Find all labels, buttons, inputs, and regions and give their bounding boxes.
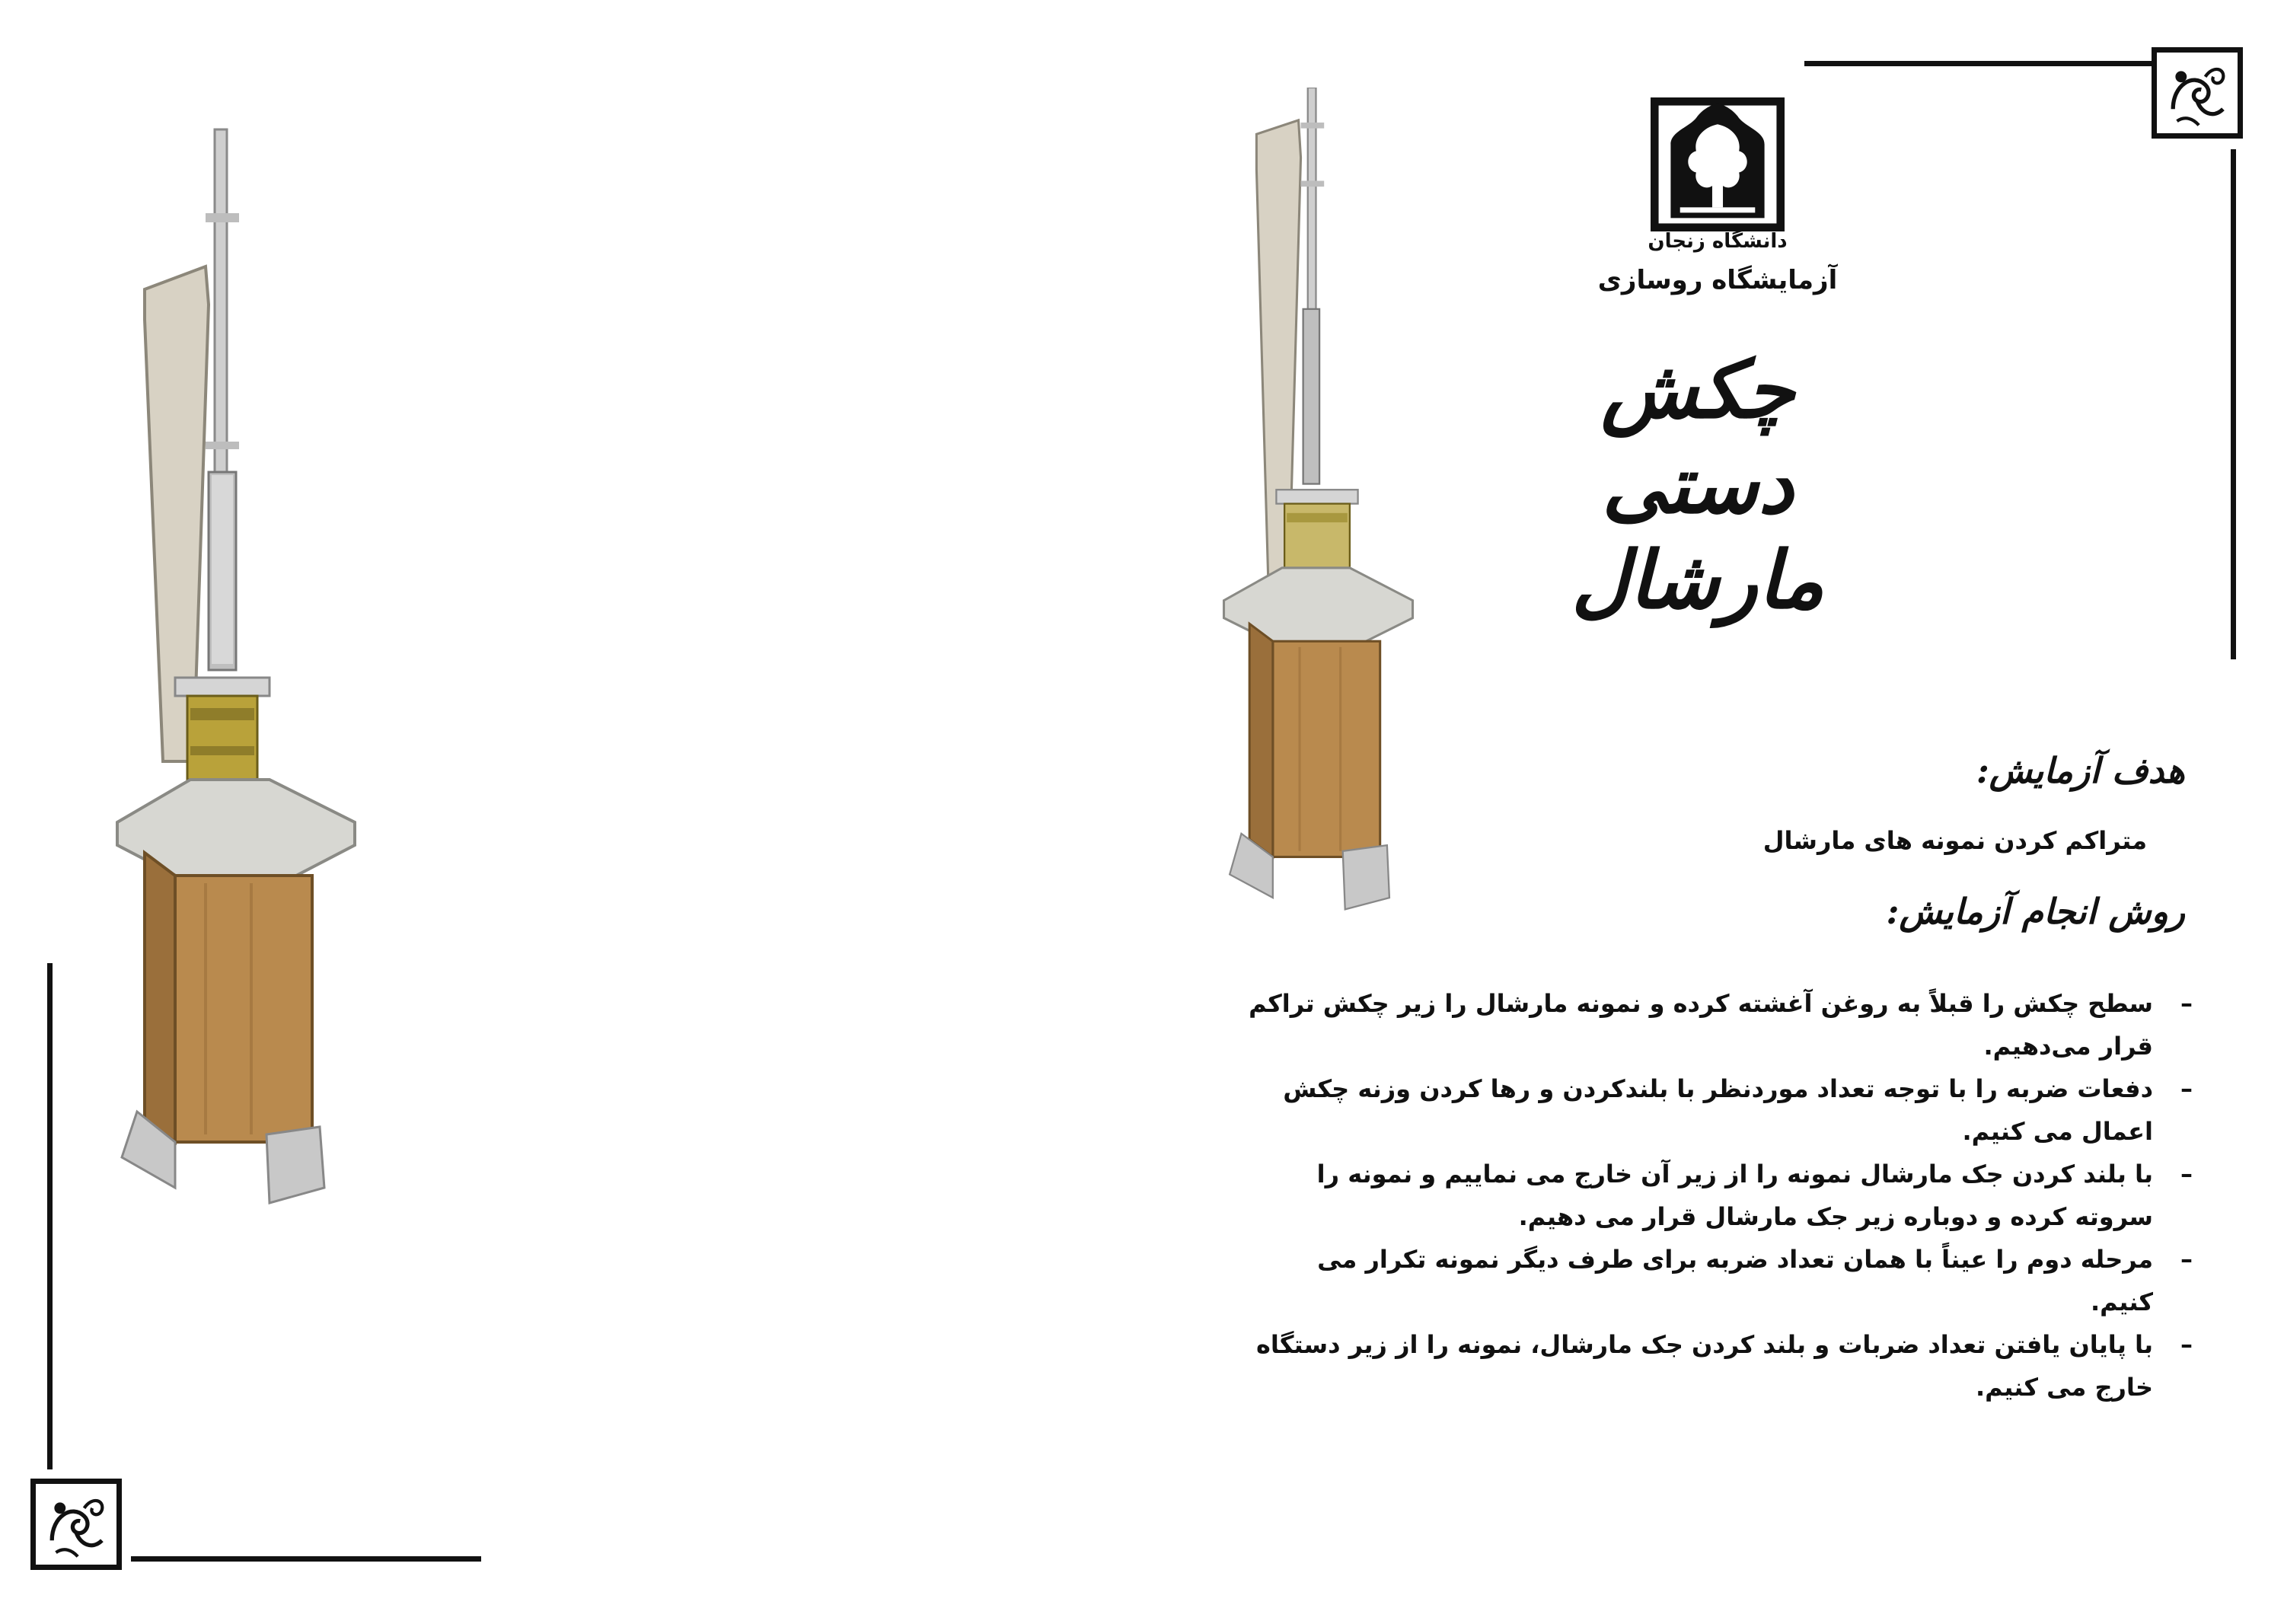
frame-top-line (1804, 61, 2162, 66)
goal-text: متراکم کردن نمونه های مارشال (1762, 826, 2147, 855)
page-title: چکش دستی مارشال (1571, 343, 1824, 627)
procedure-steps-list (1249, 982, 2193, 1409)
marshall-hammer-photo-small (1211, 88, 1424, 933)
list-item (1249, 1067, 2193, 1153)
list-bullet: – (2180, 1330, 2193, 1359)
step-text: مرحله دوم را عیناً با همان تعداد ضربه برای طرف دیگر نمونه تکرار می کنیم. (1317, 1245, 2153, 1316)
goal-heading: هدف آزمایش: (1976, 750, 2185, 791)
step-text: سطح چکش را قبلاً به روغن آغشته کرده و نمونه مارشال را زیر چکش تراکم قرار می‌دهیم. (1249, 989, 2153, 1061)
step-text: با پایان یافتن تعداد ضربات و بلند کردن جک مارشال، نمونه را از زیر دستگاه خارج می کنیم. (1256, 1330, 2153, 1402)
list-bullet: – (2180, 989, 2193, 1018)
frame-left-line (47, 963, 53, 1469)
list-item (1249, 1153, 2193, 1238)
list-bullet: – (2180, 1074, 2193, 1103)
top-right-ornament (2152, 47, 2243, 139)
university-name: دانشگاه زنجان (1648, 230, 1788, 253)
list-item (1249, 1238, 2193, 1323)
frame-bottom-line (131, 1556, 481, 1562)
marshall-compaction-hammer-icon (1211, 88, 1424, 933)
procedure-heading: روش انجام آزمایش: (1886, 891, 2185, 932)
university-logo (1651, 97, 1785, 231)
floral-ornament-icon (2157, 53, 2238, 133)
list-item (1249, 982, 2193, 1067)
marshall-compaction-hammer-icon (99, 122, 373, 1226)
laboratory-name: آزمایشگاه روسازی (1597, 265, 1838, 295)
step-text: با بلند کردن جک مارشال نمونه را از زیر آن خارج می نماییم و نمونه را سروته کرده و دوباره زیر جک مارشال قرار می دهیم. (1316, 1160, 2153, 1231)
list-bullet: – (2180, 1245, 2193, 1274)
frame-right-line (2231, 149, 2236, 659)
floral-ornament-icon (36, 1484, 116, 1565)
university-emblem-icon (1651, 97, 1785, 231)
list-item (1249, 1323, 2193, 1409)
step-text: دفعات ضربه را با توجه تعداد موردنظر با بلندکردن و رها کردن وزنه چکش اعمال می کنیم. (1283, 1074, 2153, 1146)
list-bullet: – (2180, 1160, 2193, 1188)
marshall-hammer-photo-large (99, 122, 373, 1226)
bottom-left-ornament (30, 1479, 122, 1570)
